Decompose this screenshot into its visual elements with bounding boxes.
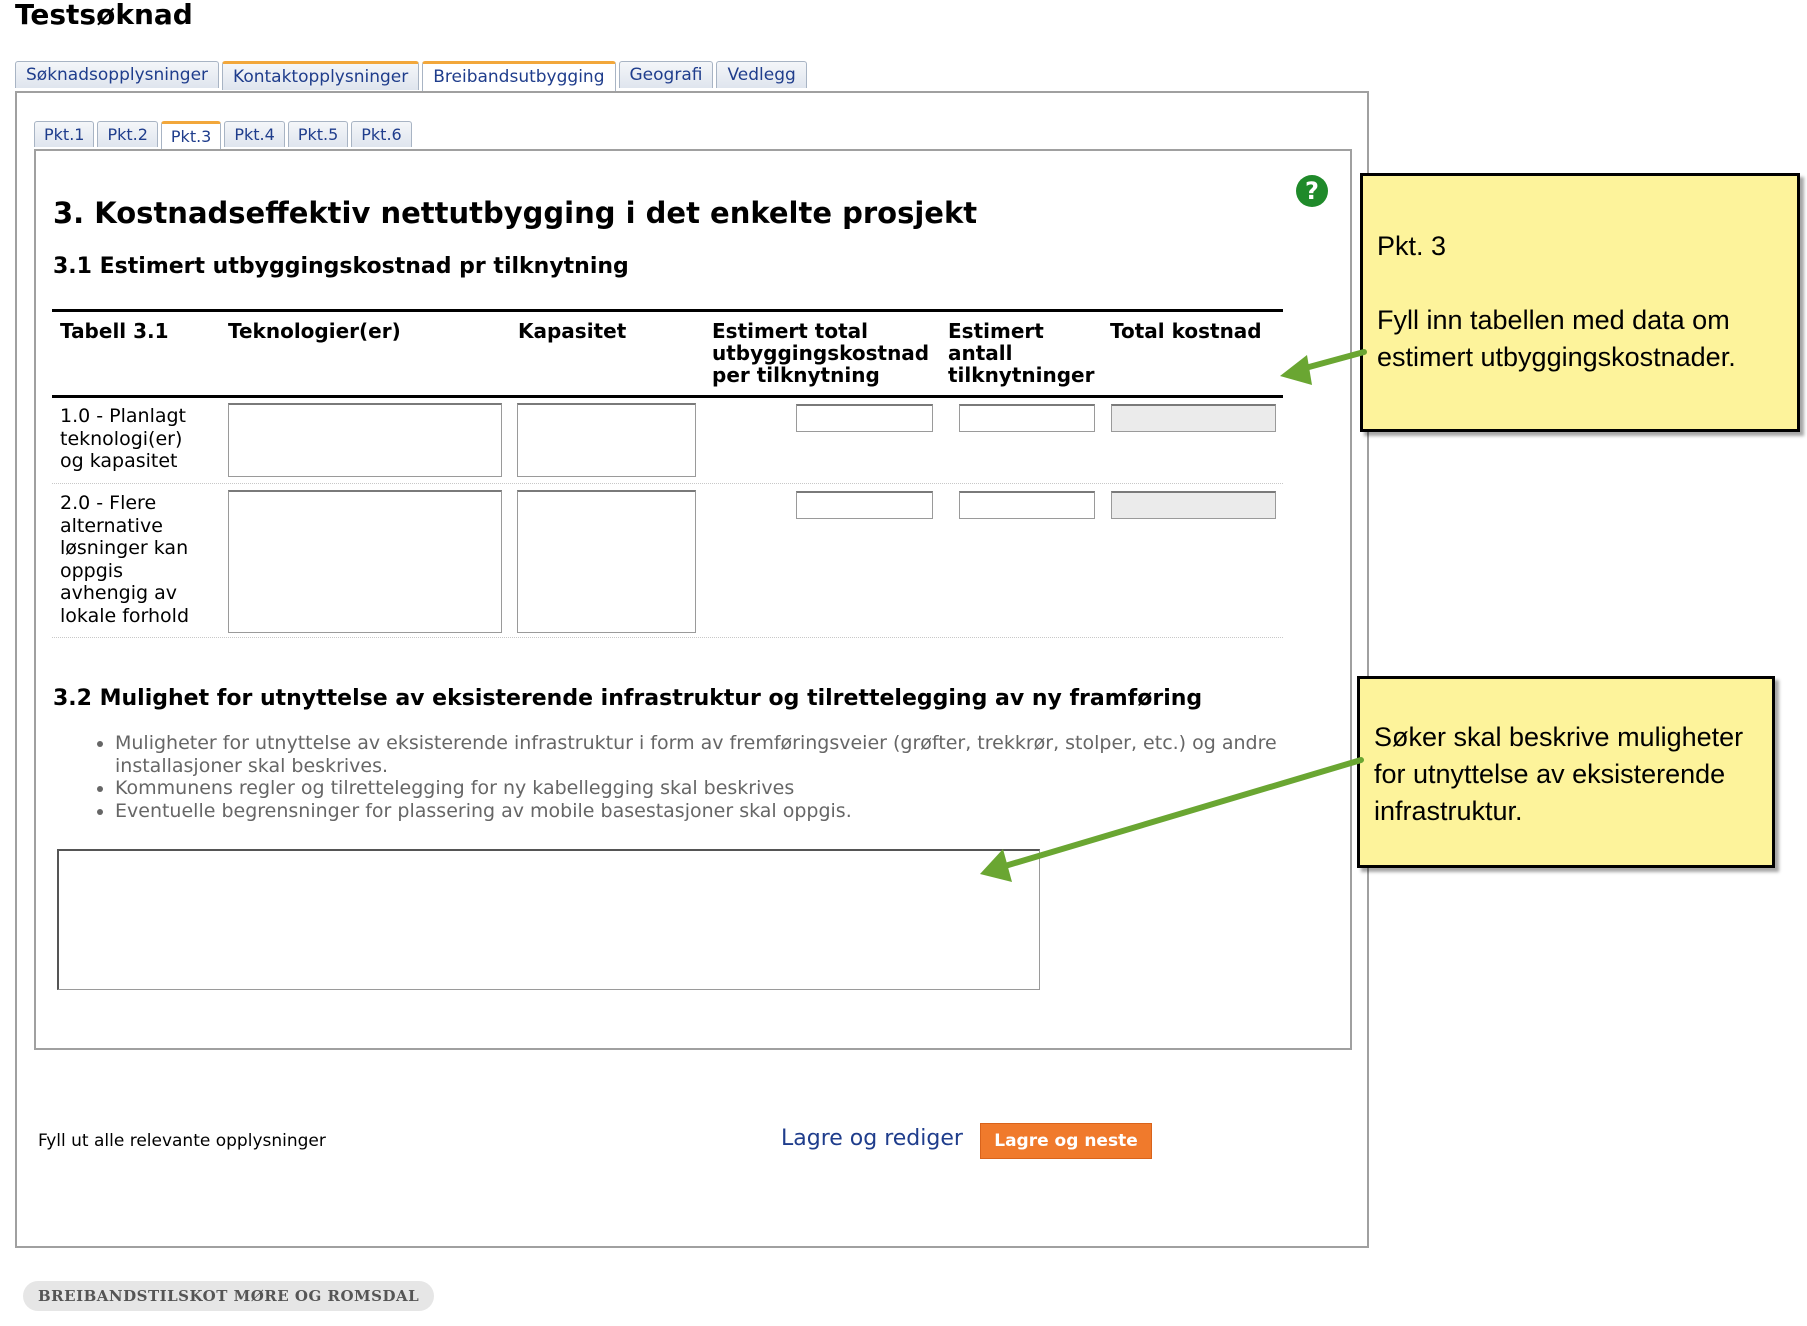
save-edit-link[interactable]: Lagre og rediger xyxy=(781,1126,963,1151)
col-header-line: per tilknytning xyxy=(712,363,880,387)
callout-line: infrastruktur. xyxy=(1374,796,1523,826)
subtab-pkt4[interactable]: Pkt.4 xyxy=(224,121,284,147)
subtab-pkt3[interactable]: Pkt.3 xyxy=(161,121,221,152)
subsection-3-1-heading: 3.1 Estimert utbyggingskostnad pr tilknytning xyxy=(53,254,629,279)
table-caption: Tabell 3.1 xyxy=(60,319,169,343)
col-header-line: antall xyxy=(948,341,1013,365)
footer-note: Fyll ut alle relevante opplysninger xyxy=(38,1131,326,1151)
callout-title: Pkt. 3 xyxy=(1377,231,1447,261)
arrow-to-table xyxy=(1280,352,1364,385)
row-label-line: 2.0 - Flere xyxy=(60,492,157,514)
row-label-line: og kapasitet xyxy=(60,450,178,472)
col-header-line: tilknytninger xyxy=(948,363,1095,387)
col-header-kapasitet: Kapasitet xyxy=(518,319,627,343)
subtab-pkt2[interactable]: Pkt.2 xyxy=(97,121,157,147)
row-label-line: alternative xyxy=(60,514,163,537)
row-label-line: løsninger kan xyxy=(60,537,189,559)
subsection-3-2-heading: 3.2 Mulighet for utnyttelse av eksisterende infrastruktur og tilrettelegging av ny framføring xyxy=(53,686,1203,711)
col-header-line: utbyggingskostnad xyxy=(712,341,930,365)
subtab-pkt6[interactable]: Pkt.6 xyxy=(351,121,411,147)
row-label-line: avhengig av xyxy=(60,582,177,604)
tab-geografi[interactable]: Geografi xyxy=(619,61,714,88)
subtab-pkt5[interactable]: Pkt.5 xyxy=(288,121,348,147)
tab-kontaktopplysninger[interactable]: Kontaktopplysninger xyxy=(222,61,419,90)
list-item: • Eventuelle begrensninger for plassering av mobile basestasjoner skal oppgis. xyxy=(115,800,1315,823)
subtab-pkt1[interactable]: Pkt.1 xyxy=(34,121,94,147)
list-item: • Kommunens regler og tilrettelegging for ny kabellegging skal beskrives xyxy=(115,777,1315,800)
tab-breibandsutbygging[interactable]: Breibandsutbygging xyxy=(422,61,615,93)
row-label-line: 1.0 - Planlagt xyxy=(60,405,187,427)
callout-line: Søker skal beskrive muligheter xyxy=(1374,722,1744,752)
col-header-line: Estimert total xyxy=(712,319,868,343)
help-icon[interactable]: ? xyxy=(1296,175,1328,207)
arrow-to-textarea xyxy=(980,760,1361,882)
tab-soknadsopplysninger[interactable]: Søknadsopplysninger xyxy=(15,61,219,88)
col-header-teknologi: Teknologier(er) xyxy=(228,319,401,343)
tab-vedlegg[interactable]: Vedlegg xyxy=(716,61,806,88)
save-next-button[interactable]: Lagre og neste xyxy=(980,1123,1152,1159)
col-header-total-kostnad: Total kostnad xyxy=(1110,319,1262,343)
footer-badge: BREIBANDSTILSKOT MØRE OG ROMSDAL xyxy=(23,1281,434,1311)
list-item: • Muligheter for utnyttelse av eksisterende infrastruktur i form av fremføringsveier (grøfter, trekkrør, stolper, etc.) og andre installasjoner skal beskrives. xyxy=(115,732,1315,777)
section-heading: 3. Kostnadseffektiv nettutbygging i det enkelte prosjekt xyxy=(53,196,978,230)
row-label-line: teknologi(er) xyxy=(60,427,183,450)
row-label-line: lokale forhold xyxy=(60,604,190,627)
callout-line: for utnyttelse av eksisterende xyxy=(1374,759,1726,789)
row-label-line: oppgis xyxy=(60,559,123,582)
page-title: Testsøknad xyxy=(15,0,193,31)
callout-line: Fyll inn tabellen med data om xyxy=(1377,305,1730,335)
col-header-line: Estimert xyxy=(948,319,1044,343)
callout-line: estimert utbyggingskostnader. xyxy=(1377,342,1736,372)
